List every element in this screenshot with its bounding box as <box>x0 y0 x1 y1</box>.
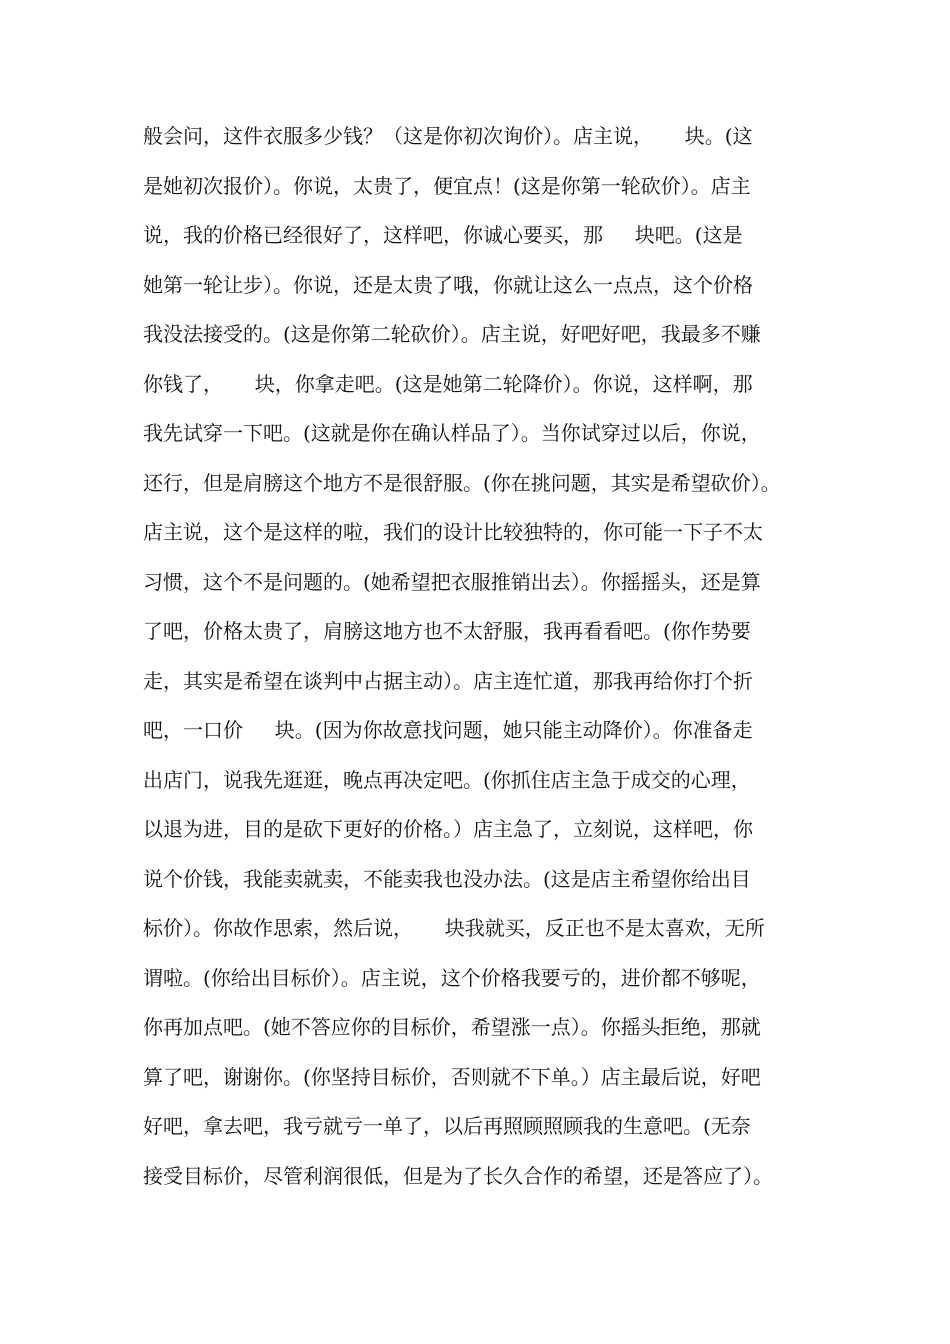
text-line: 店主说，这个是这样的啦，我们的设计比较独特的，你可能一下子不太 <box>143 520 763 544</box>
text-line: 好吧，拿去吧，我亏就亏一单了，以后再照顾照顾我的生意吧。(无奈 <box>143 1114 751 1138</box>
text-line: 你再加点吧。(她不答应你的目标价，希望涨一点）。你摇头拒绝，那就 <box>143 1015 761 1039</box>
text-line: 接受目标价，尽管利润很低，但是为了长久合作的希望，还是答应了）。 <box>143 1163 773 1188</box>
text-line: 吧，一口价 块。(因为你故意找问题，她只能主动降价）。你准备走 <box>143 718 753 742</box>
text-line: 我没法接受的。(这是你第二轮砍价）。店主说，好吧好吧，我最多不赚 <box>143 322 761 346</box>
body-text <box>143 112 813 1201</box>
text-line: 了吧，价格太贵了，肩膀这地方也不太舒服，我再看看吧。(你作势要 <box>143 619 751 643</box>
text-line: 我先试穿一下吧。(这就是你在确认样品了）。当你试穿过以后，你说， <box>143 421 761 445</box>
text-line: 以退为进，目的是砍下更好的价格。）店主急了，立刻说，这样吧，你 <box>143 817 753 841</box>
text-line: 标价）。你故作思索，然后说， 块我就买，反正也不是太喜欢，无所 <box>143 916 765 940</box>
text-line: 说，我的价格已经很好了，这样吧，你诚心要买，那 块吧。(这是 <box>143 223 743 247</box>
text-line: 算了吧，谢谢你。(你坚持目标价，否则就不下单。）店主最后说，好吧 <box>143 1064 761 1089</box>
text-line: 走，其实是希望在谈判中占据主动）。店主连忙道，那我再给你打个折 <box>143 668 753 693</box>
text-line: 是她初次报价）。你说，太贵了，便宜点！(这是你第一轮砍价）。店主 <box>143 173 751 198</box>
text-line: 出店门，说我先逛逛，晚点再决定吧。(你抓住店主急于成交的心理， <box>143 767 751 792</box>
text-line: 谓啦。(你给出目标价）。店主说，这个价格我要亏的，进价都不够呢， <box>143 965 761 990</box>
text-line: 说个价钱，我能卖就卖，不能卖我也没办法。(这是店主希望你给出目 <box>143 866 751 891</box>
text-line: 还行，但是肩膀这个地方不是很舒服。(你在挑问题，其实是希望砍价）。 <box>143 470 781 495</box>
text-line: 习惯，这个不是问题的。(她希望把衣服推销出去）。你摇摇头，还是算 <box>143 569 761 594</box>
text-line: 般会问，这件衣服多少钱？（这是你初次询价）。店主说， 块。(这 <box>143 124 753 148</box>
text-line: 你钱了， 块，你拿走吧。(这是她第二轮降价）。你说，这样啊，那 <box>143 371 753 396</box>
text-line: 她第一轮让步）。你说，还是太贵了哦，你就让这么一点点，这个价格 <box>143 272 753 297</box>
